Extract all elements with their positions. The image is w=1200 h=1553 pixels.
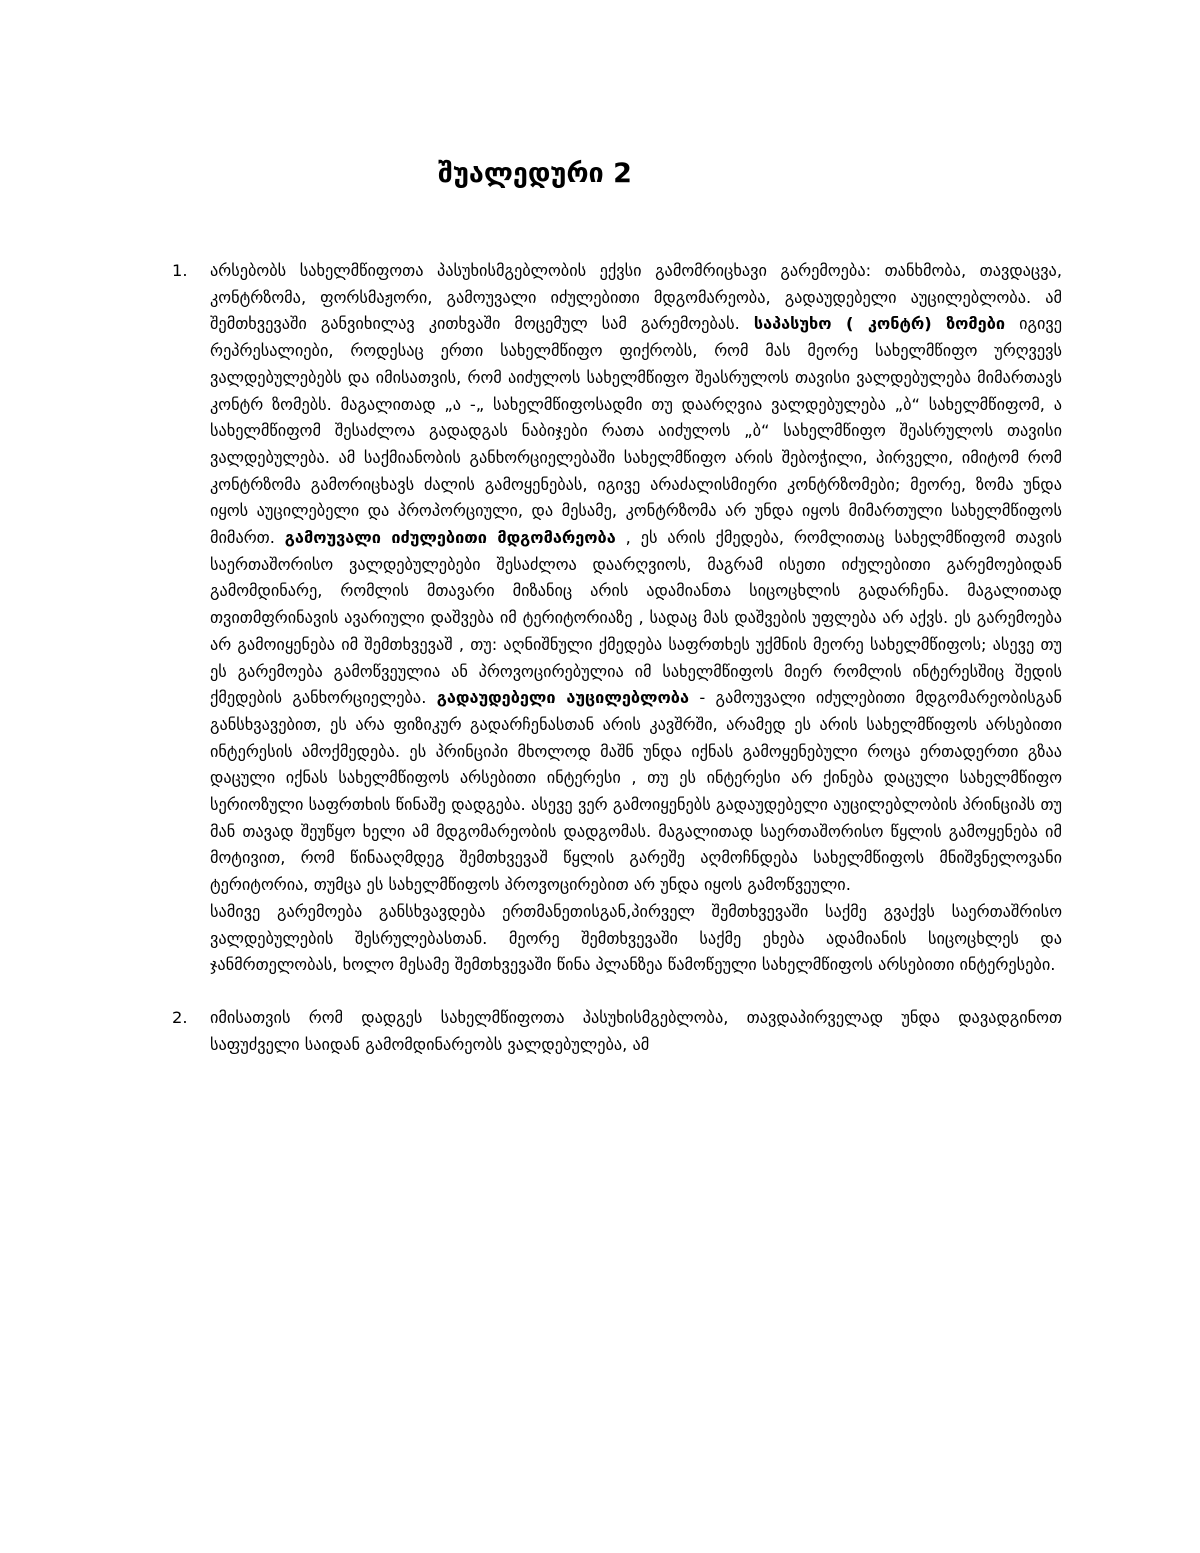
list-item-number: 1. xyxy=(172,261,188,280)
list-item-2 xyxy=(172,1005,1062,1058)
paragraph: იმისათვის რომ დადგეს სახელმწიფოთა პასუხისმგებლობა, თავდაპირველად უნდა დავადგინოთ საფუძველი საიდან გამომდინარეობს ვალდებულება, ამ xyxy=(210,1007,1062,1054)
paragraph xyxy=(210,258,1062,899)
bold-term-countermeasures: საპასუხო ( კონტრ) ზომები xyxy=(753,314,1006,334)
body-text: არსებობს სახელმწიფოთა პასუხისმგებლობის ექვსი გამომრიცხავი გარემოება: თანხმობა, თავდაცვა, კონტრზომა, ფორსმაჟორი, გამოუვალი იძულებითი მდგომარეობა, გადაუდებელი აუცილებლობა. ამ შემთხვევაში განვიხილავ კითხვაში მოცემულ სამ გარემოებას. xyxy=(210,261,1062,334)
body-text: , ეს არის ქმედება, რომლითაც სახელმწიფომ თავის საერთაშორისო ვალდებულებები შესაძლოა დაარღვიოს, მაგრამ ისეთი იძულებითი გარემოებიდან გამომდინარე, რომლის მთავარი მიზანიც არის ადამიანთა სიცოცხლის გადარჩენა. მაგალითად თვითმფრინავის ავარიული დაშვება იმ ტერიტორიაზე , სადაც მას დაშვების უფლება არ აქვს. ეს გარემოება არ გამოიყენება იმ შემთხვევაშ , თუ: აღნიშნული ქმედება საფრთხეს უქმნის მეორე სახელმწიფოს; ასევე თუ ეს გარემოება გამოწვეულია ან პროვოცირებულია იმ სახელმწიფოს მიერ რომლის ინტერესშიც შედის ქმედების განხორციელება. xyxy=(210,528,1062,708)
bold-term-necessity: გადაუდებელი აუცილებლობა xyxy=(436,688,689,708)
body-text: - გამოუვალი იძულებითი მდგომარეობისგან განსხვავებით, ეს არა ფიზიკურ გადარჩენასთან არის კავშრში, არამედ ეს არის სახელმწიფოს არსებითი ინტერესის ამოქმედება. ეს პრინციპი მხოლოდ მაშნ უნდა იქნას გამოყენებული როცა ერთადერთი გზაა დაცული იქნას სახელმწიფოს არსებითი ინტერესი , თუ ეს ინტერესი არ ქინება დაცული სახელმწიფო სერიოზული საფრთხის წინაშე დადგება. ასევე ვერ გამოიყენებს გადაუდებელი აუცილებლობის პრინციპს თუ მან თავად შეუწყო ხელი ამ მდგომარეობის დადგომას. მაგალითად საერთაშორისო წყლის გამოყენება იმ მოტივით, რომ წინააღმდეგ შემთხვევაშ წყლის გარეშე აღმოჩნდება სახელმწიფოს მნიშვნელოვანი ტერიტორია, თუმცა ეს სახელმწიფოს პროვოცირებით არ უნდა იყოს გამოწვეული. xyxy=(210,688,1062,895)
document-title: შუალედური 2 xyxy=(438,158,632,190)
bold-term-distress: გამოუვალი იძულებითი მდგომარეობა xyxy=(284,528,616,548)
list-item-1 xyxy=(172,258,1062,979)
paragraph: სამივე გარემოება განსხვავდება ერთმანეთისგან,პირველ შემთხვევაში საქმე გვაქვს საერთაშრისო ვალდებულების შესრულებასთან. მეორე შემთხვევაში საქმე ეხება ადამიანის სიცოცხლეს და ჯანმრთელობას, ხოლო მესამე შემთხვევაში წინა პლანზეა წამოწეული სახელმწიფოს არსებითი ინტერესები. xyxy=(210,901,1062,975)
body-text: იგივე რეპრესალიები, როდესაც ერთი სახელმწიფო ფიქრობს, რომ მას მეორე სახელმწიფო ურღვევს ვალდებულებებს და იმისათვის, რომ აიძულოს სახელმწიფო შეასრულოს თავისი ვალდებულება მიმართავს კონტრ ზომებს. მაგალითად „ა -„ სახელმწიფოსადმი თუ დაარღვია ვალდებულება „ბ“ სახელმწიფომ, ა სახელმწიფომ შესაძლოა გადადგას ნაბიჯები რათა აიძულოს „ბ“ სახელმწიფო შეასრულოს თავისი ვალდებულება. ამ საქმიანობის განხორციელებაში სახელმწიფო არის შებოჭილი, პირველი, იმიტომ რომ კონტრზომა გამორიცხავს ძალის გამოყენებას, იგივე არაძალისმიერი კონტრზომები; მეორე, ზომა უნდა იყოს აუცილებელი და პროპორციული, და მესამე, კონტრზომა არ უნდა იყოს მიმართული სახელმწიფოს მიმართ. xyxy=(210,314,1062,548)
list-item-number: 2. xyxy=(172,1007,188,1027)
numbered-list xyxy=(172,258,1062,1058)
